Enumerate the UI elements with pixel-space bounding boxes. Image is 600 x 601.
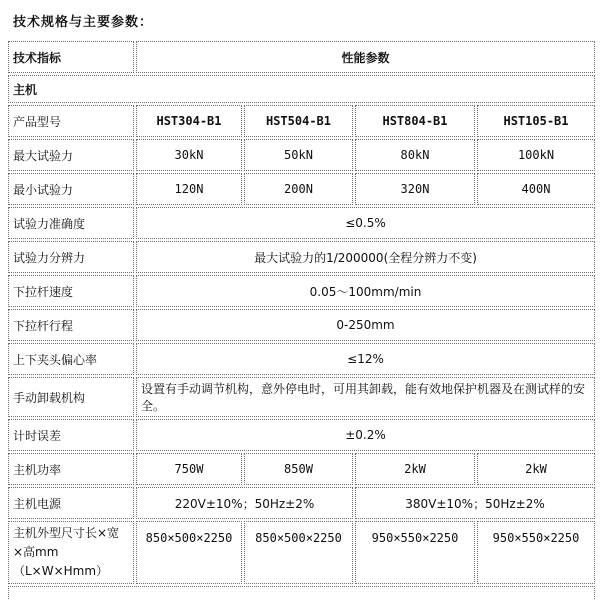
value-cell: 设置有手动调节机构，意外停电时，可用其卸载，能有效地保护机器及在测试样的安全。	[136, 377, 595, 417]
value-cell: 50kN	[244, 139, 353, 171]
row-label: 试验力准确度	[8, 207, 134, 239]
model-cell: HST304-B1	[136, 105, 242, 137]
row-label: 计时误差	[8, 419, 134, 451]
value-cell: 850W	[244, 453, 353, 485]
value-cell: 0.05～100mm/min	[136, 275, 595, 307]
row-label: 主机外型尺寸长×宽×高mm（L×W×Hmm）	[8, 521, 134, 584]
header-performance: 性能参数	[136, 41, 595, 73]
row-label: 手动卸载机构	[8, 377, 134, 417]
value-cell: 380V±10%；50Hz±2%	[355, 487, 595, 519]
table-row-rod-speed	[8, 275, 595, 307]
value-cell: 100kN	[477, 139, 595, 171]
value-cell: 950×550×2250	[355, 521, 475, 584]
table-row-manual-unload	[8, 377, 595, 417]
spec-table	[6, 39, 597, 601]
page-title: 技术规格与主要参数：	[13, 15, 154, 30]
value-cell: 850×500×2250	[136, 521, 242, 584]
table-row-eccentricity	[8, 343, 595, 375]
section-row-mainframe	[8, 75, 595, 103]
row-label: 试验力分辨力	[8, 241, 134, 273]
value-cell: 2kW	[477, 453, 595, 485]
value-cell: ≤0.5%	[136, 207, 595, 239]
row-label: 最小试验力	[8, 173, 134, 205]
table-row-force-resolution	[8, 241, 595, 273]
value-cell: 220V±10%；50Hz±2%	[136, 487, 353, 519]
table-row-clipped	[8, 586, 595, 599]
value-cell: 30kN	[136, 139, 242, 171]
value-cell: 320N	[355, 173, 475, 205]
row-label: 下拉杆速度	[8, 275, 134, 307]
row-label: 上下夹头偏心率	[8, 343, 134, 375]
value-cell: 400N	[477, 173, 595, 205]
value-cell: 120N	[136, 173, 242, 205]
table-row-min-force	[8, 173, 595, 205]
value-cell: 750W	[136, 453, 242, 485]
header-row	[8, 41, 595, 73]
model-cell: HST804-B1	[355, 105, 475, 137]
value-cell: 200N	[244, 173, 353, 205]
header-indicator: 技术指标	[8, 41, 134, 73]
row-label: 主机电源	[8, 487, 134, 519]
table-row-timing-error	[8, 419, 595, 451]
value-cell: ±0.2%	[136, 419, 595, 451]
row-label: 最大试验力	[8, 139, 134, 171]
table-row-model	[8, 105, 595, 137]
table-row-force-accuracy	[8, 207, 595, 239]
table-row-dimensions	[8, 521, 595, 584]
value-cell: 最大试验力的1/200000(全程分辨力不变)	[136, 241, 595, 273]
empty-cell	[8, 586, 595, 599]
section-label: 主机	[8, 75, 595, 103]
value-cell: ≤12%	[136, 343, 595, 375]
table-row-rod-travel	[8, 309, 595, 341]
value-cell: 950×550×2250	[477, 521, 595, 584]
row-label: 主机功率	[8, 453, 134, 485]
table-row-max-force	[8, 139, 595, 171]
row-label: 下拉杆行程	[8, 309, 134, 341]
model-cell: HST105-B1	[477, 105, 595, 137]
table-row-power-supply	[8, 487, 595, 519]
row-label: 产品型号	[8, 105, 134, 137]
value-cell: 80kN	[355, 139, 475, 171]
model-cell: HST504-B1	[244, 105, 353, 137]
value-cell: 2kW	[355, 453, 475, 485]
value-cell: 0-250mm	[136, 309, 595, 341]
table-row-power	[8, 453, 595, 485]
value-cell: 850×500×2250	[244, 521, 353, 584]
